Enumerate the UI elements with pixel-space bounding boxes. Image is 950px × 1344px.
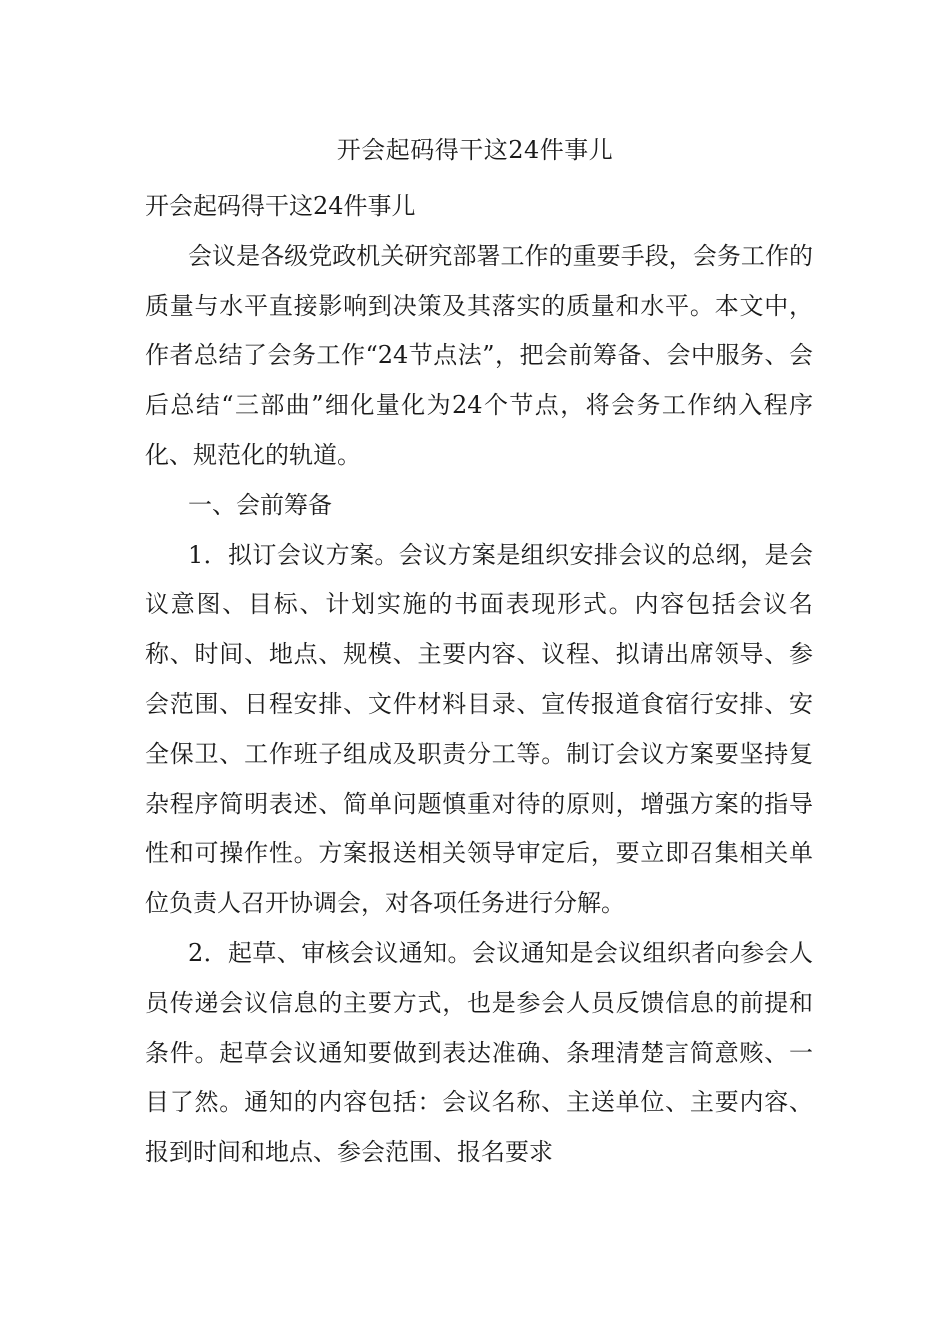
paragraph-intro: 会议是各级党政机关研究部署工作的重要手段，会务工作的质量与水平直接影响到决策及其落实的质量和水平。本文中，作者总结了会务工作“24节点法”，把会前筹备、会中服务、会后总结“三部曲”细化量化为24个节点，将会务工作纳入程序化、规范化的轨道。 — [145, 241, 813, 469]
document-body — [145, 182, 813, 1178]
document-subtitle: 开会起码得干这24件事儿 — [145, 192, 416, 220]
document-title: 开会起码得干这24件事儿 — [336, 136, 614, 164]
section-heading-pre-meeting: 一、会前筹备 — [188, 490, 332, 519]
paragraph-item-2: 2．起草、审核会议通知。会议通知是会议组织者向参会人员传递会议信息的主要方式，也是参会人员反馈信息的前提和条件。起草会议通知要做到表达准确、条理清楚言简意赅、一目了然。通知的内容包括：会议名称、主送单位、主要内容、报到时间和地点、参会范围、报名要求 — [145, 938, 813, 1167]
paragraph-item-1: 1．拟订会议方案。会议方案是组织安排会议的总纲，是会议意图、目标、计划实施的书面表现形式。内容包括会议名称、时间、地点、规模、主要内容、议程、拟请出席领导、参会范围、日程安排、文件材料目录、宣传报道食宿行安排、安全保卫、工作班子组成及职责分工等。制订会议方案要坚持复杂程序简明表述、简单问题慎重对待的原则，增强方案的指导性和可操作性。方案报送相关领导审定后，要立即召集相关单位负责人召开协调会，对各项任务进行分解。 — [145, 540, 813, 918]
